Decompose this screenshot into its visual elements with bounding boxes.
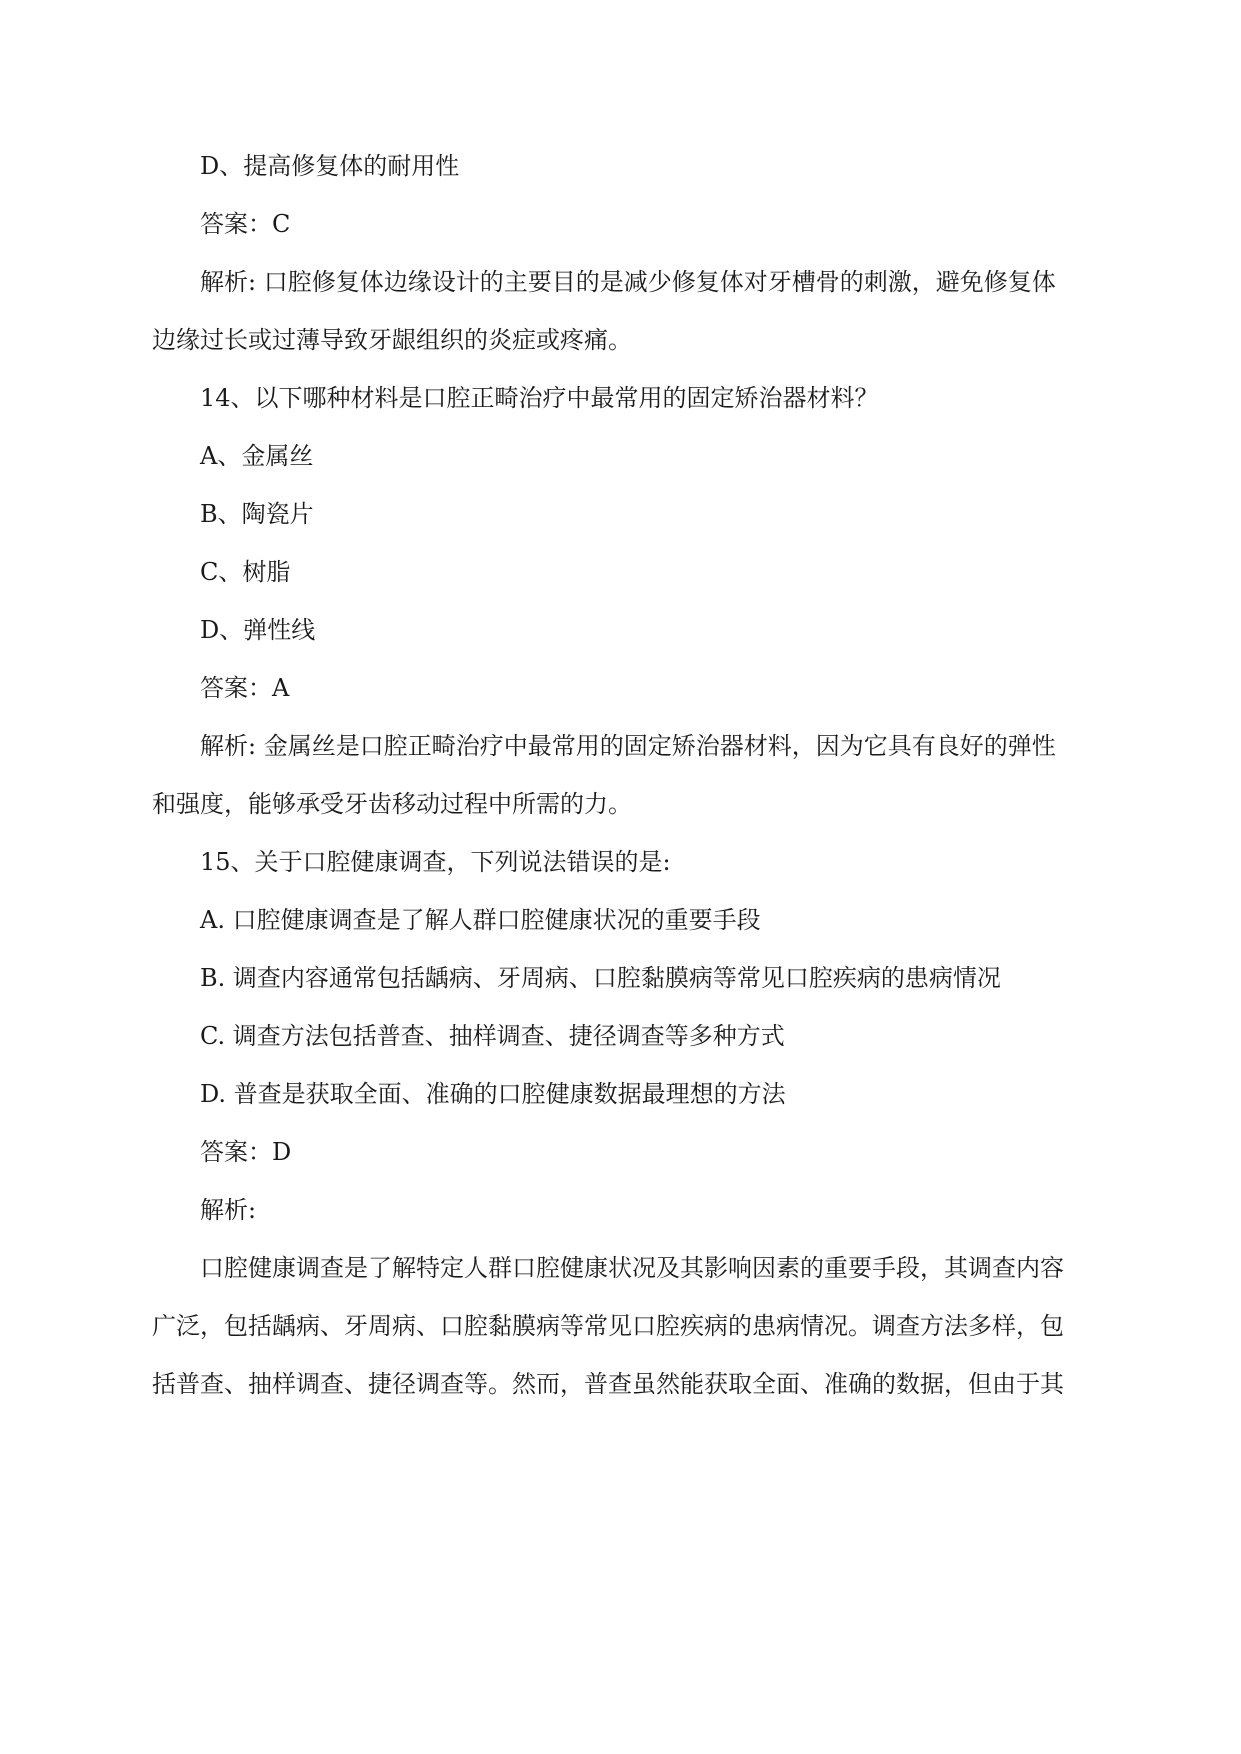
q14-explanation-line-2: 和强度，能够承受牙齿移动过程中所需的力。 [152, 790, 632, 818]
q15-answer: 答案：D [200, 1138, 292, 1166]
q13-explanation-line-2: 边缘过长或过薄导致牙龈组织的炎症或疼痛。 [152, 326, 632, 354]
q13-explanation-line-1: 解析: 口腔修复体边缘设计的主要目的是减少修复体对牙槽骨的刺激，避免修复体 [200, 268, 1056, 296]
q14-explanation-line-1: 解析: 金属丝是口腔正畸治疗中最常用的固定矫治器材料，因为它具有良好的弹性 [200, 732, 1056, 760]
q14-question: 14、以下哪种材料是口腔正畸治疗中最常用的固定矫治器材料？ [200, 384, 879, 412]
q14-option-c: C、树脂 [200, 558, 291, 586]
q15-explanation-label: 解析: [200, 1196, 257, 1224]
q15-explanation-line-2: 广泛，包括龋病、牙周病、口腔黏膜病等常见口腔疾病的患病情况。调查方法多样，包 [152, 1312, 1064, 1340]
q15-explanation-line-3: 括普查、抽样调查、捷径调查等。然而，普查虽然能获取全面、准确的数据，但由于其 [152, 1370, 1064, 1398]
q15-question: 15、关于口腔健康调查，下列说法错误的是: [200, 848, 671, 876]
q14-answer: 答案：A [200, 674, 290, 702]
q15-option-c: C. 调查方法包括普查、抽样调查、捷径调查等多种方式 [200, 1022, 785, 1050]
q14-option-a: A、金属丝 [200, 442, 314, 470]
q13-answer: 答案：C [200, 210, 291, 238]
q15-option-a: A. 口腔健康调查是了解人群口腔健康状况的重要手段 [200, 906, 761, 934]
q14-option-d: D、弹性线 [200, 616, 316, 644]
q15-option-b: B. 调查内容通常包括龋病、牙周病、口腔黏膜病等常见口腔疾病的患病情况 [200, 964, 1001, 992]
q14-option-b: B、陶瓷片 [200, 500, 314, 528]
q13-option-d: D、提高修复体的耐用性 [200, 152, 460, 180]
q15-explanation-line-1: 口腔健康调查是了解特定人群口腔健康状况及其影响因素的重要手段，其调查内容 [200, 1254, 1064, 1282]
q15-option-d: D. 普查是获取全面、准确的口腔健康数据最理想的方法 [200, 1080, 786, 1108]
